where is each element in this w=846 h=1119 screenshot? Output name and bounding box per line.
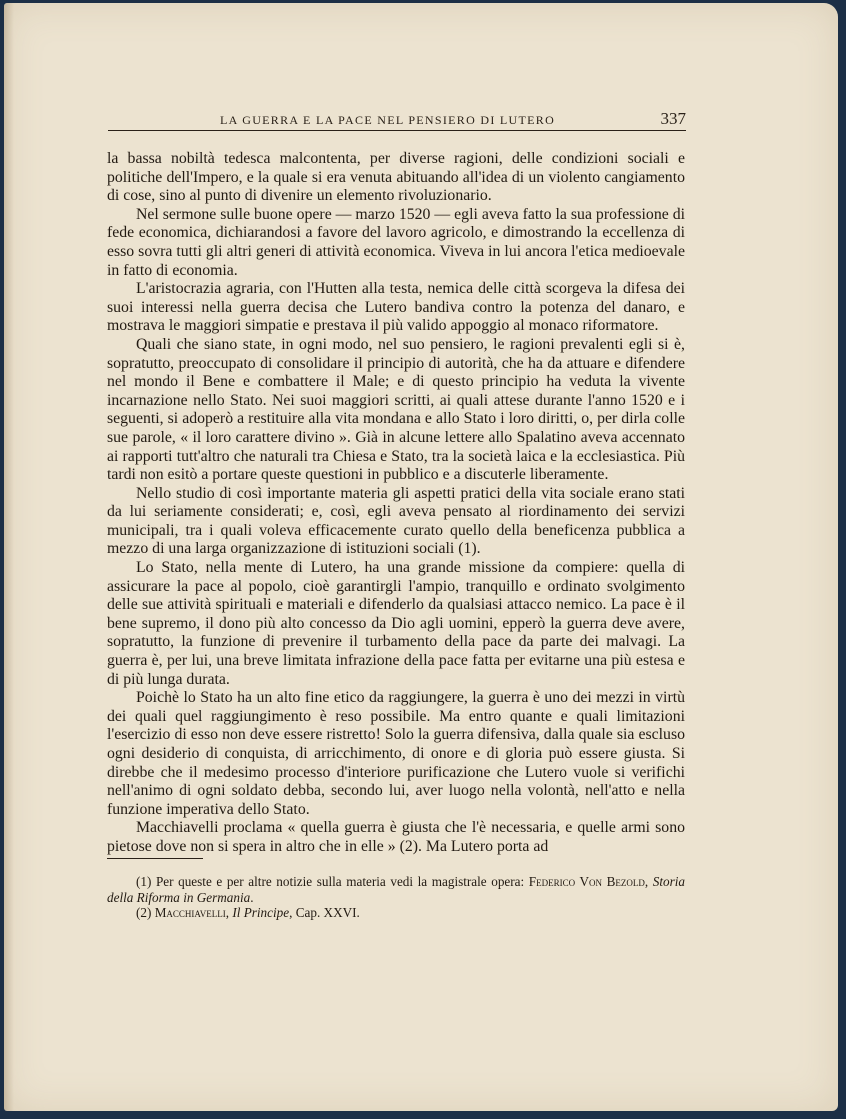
paragraph: Lo Stato, nella mente di Lutero, ha una grande missione da compiere: quella di assicurare la pace al popolo, cioè garantirgli l'ampio, tranquillo e ordinato svolgimento delle sue attività spirituali e materiali e difenderlo da qualsiasi attacco nemico. La pace è il bene supremo, il dono più alto concesso da Dio agli uomini, epperò la guerra deve avere, sopratutto, la funzione di prevenire il turbamento della pace da parte dei malvagi. La guerra è, per lui, una breve limitata infrazione della pace fatta per evitarne una più estesa e di più lunga durata. — [107, 559, 685, 688]
paragraph: Nel sermone sulle buone opere — marzo 1520 — egli aveva fatto la sua professione di fede economica, dichiarandosi a favore del lavoro agricolo, e dimostrando la eccellenza di esso sovra tutti gli altri generi di attività economica. Viveva in lui ancora l'etica medioevale in fatto di economia. — [107, 205, 685, 279]
footnote-author: Macchiavelli — [154, 905, 226, 920]
paragraph: Poichè lo Stato ha un alto fine etico da raggiungere, la guerra è uno dei mezzi in virtù dei quali quel raggiungimento è reso possibile. Ma entro quante e quali limitazioni l'esercizio di esso non deve essere ristretto! Solo la guerra difensiva, dalla quale sia escluso ogni desiderio di conquista, di arricchimento, di onore e di gloria può essere giusta. Si direbbe che il medesimo processo d'interiore purificazione che Lutero vuole si verifichi nell'animo di ogni soldato debba, secondo lui, aver luogo nella volontà, nell'atto e nella funzione imperativa dello Stato. — [107, 689, 685, 818]
footnote-end: , Cap. XXVI. — [289, 905, 360, 920]
footnotes — [107, 874, 685, 921]
book-page — [4, 3, 838, 1111]
paragraph: Macchiavelli proclama « quella guerra è giusta che l'è necessaria, e quelle armi sono pietose dove non si spera in altro che in elle » (2). Ma Lutero porta ad — [107, 819, 685, 855]
footnote-end: . — [250, 889, 254, 905]
footnote-work-title: Storia della Riforma in Germania — [107, 874, 686, 905]
footnote-separator: , — [225, 905, 233, 920]
main-text — [107, 150, 685, 857]
footnote-separator: , — [644, 874, 653, 889]
footnote-work-title: Il Principe — [232, 905, 290, 920]
footnote-2 — [107, 905, 685, 921]
running-title: LA GUERRA E LA PACE NEL PENSIERO DI LUTERO — [220, 113, 556, 127]
page-gutter-shadow — [4, 3, 14, 1111]
running-header — [108, 106, 686, 131]
footnote-text: (1) Per queste e per altre notizie sulla materia vedi la magistrale opera: — [136, 874, 529, 889]
footnote-1 — [107, 874, 685, 905]
footnote-author: Federico Von Bezold — [528, 874, 645, 889]
footnote-marker: (2) — [136, 905, 155, 920]
paragraph: Nello studio di così importante materia gli aspetti pratici della vita sociale erano stati da lui seriamente considerati; e, così, egli aveva pensato al riordinamento dei servizi municipali, tra i quali voleva efficacemente curato quello della beneficenza pubblica a mezzo di una larga organizzazione di istituzioni sociali (1). — [107, 484, 685, 558]
page-number: 337 — [660, 109, 686, 128]
paragraph: Quali che siano state, in ogni modo, nel suo pensiero, le ragioni prevalenti egli si è, sopratutto, preoccupato di consolidare il principio di autorità, che ha da attuare e difendere nel mondo il Bene e combattere il Male; e di questo principio ha veduta la vivente incarnazione nello Stato. Nei suoi maggiori scritti, ai quali attese durante l'anno 1520 e i seguenti, si adoperò a restituire alla vita mondana e allo Stato i loro diritti, o, per dirla colle sue parole, « il loro carattere divino ». Già in alcune lettere allo Spalatino aveva accennato ai rapporti tutt'altro che naturali tra Chiesa e Stato, tra la società laica e la ecclesiastica. Più tardi non esitò a portare queste questioni in pubblico e a discuterle liberamente. — [107, 335, 685, 484]
footnote-divider — [107, 858, 203, 859]
paragraph: L'aristocrazia agraria, con l'Hutten alla testa, nemica delle città scorgeva la difesa dei suoi interessi nella guerra decisa che Lutero bandiva contro la potenza del danaro, e mostrava le maggiori simpatie e prestava il più valido appoggio al monaco riformatore. — [107, 280, 685, 335]
paragraph: la bassa nobiltà tedesca malcontenta, per diverse ragioni, delle condizioni sociali e politiche dell'Impero, e la quale si era venuta abituando all'idea di un violento cangiamento di cose, sino al punto di divenire un elemento rivoluzionario. — [107, 150, 685, 205]
